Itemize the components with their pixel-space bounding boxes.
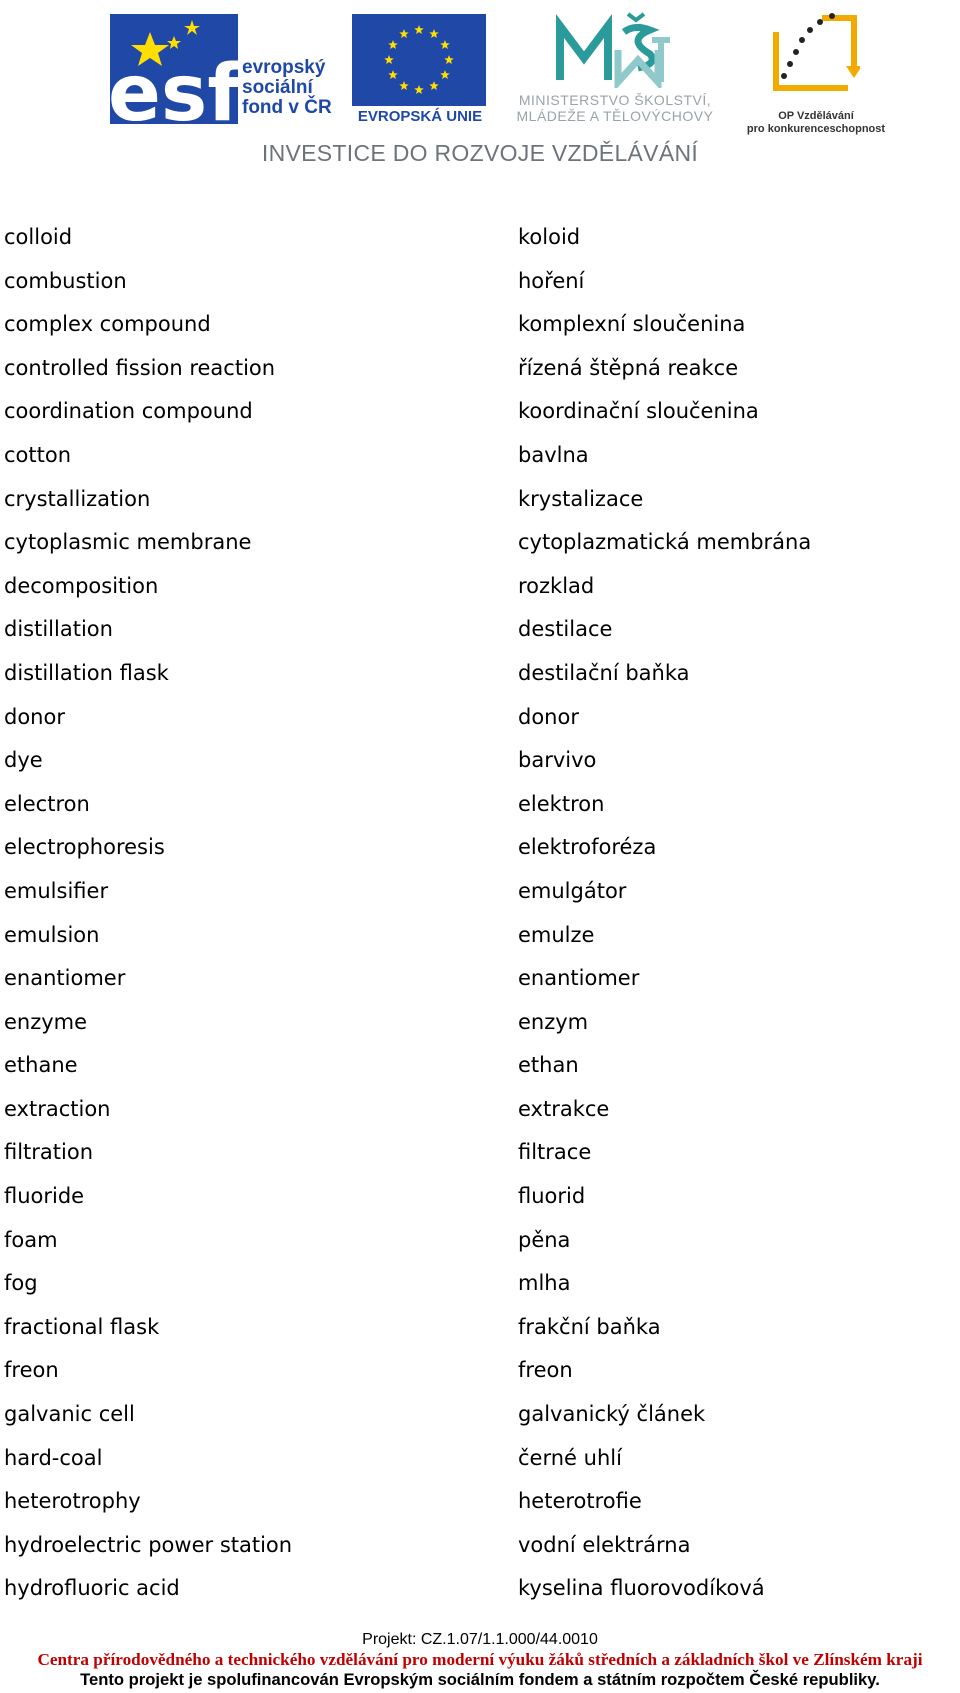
svg-text:esf: esf [110,49,238,124]
term-english: crystallization [4,486,151,511]
vocab-row [0,520,960,564]
term-english: colloid [4,225,73,249]
footer-funding-note: Tento projekt je spolufinancován Evropským sociálním fondem a státním rozpočtem České republiky. [80,1670,880,1689]
term-english: cotton [4,442,72,467]
term-czech: heterotrofie [518,1489,642,1514]
term-english: filtration [4,1140,94,1165]
term-czech: filtrace [518,1140,592,1165]
vocab-row [0,215,960,259]
vocab-row [0,1436,960,1480]
term-english: ethane [4,1053,78,1078]
term-czech: bavlna [518,442,589,467]
vocab-row [0,956,960,1000]
vocab-row [0,389,960,433]
term-czech: elektron [518,791,605,816]
term-czech: enantiomer [518,966,640,991]
op-mark-icon [770,10,860,96]
esf-logo [110,14,350,124]
term-english: dye [4,748,43,773]
vocab-row [0,1043,960,1087]
footer-project-number: Projekt: CZ.1.07/1.1.000/44.0010 [362,1631,598,1648]
term-czech: koordinační sloučenina [518,399,759,424]
term-czech: kyselina fluorovodíková [518,1576,765,1601]
term-czech: rozklad [518,573,595,598]
vocab-row [0,651,960,695]
vocab-row [0,346,960,390]
msmt-line-1: MINISTERSTVO ŠKOLSTVÍ, [518,92,712,108]
eu-star-icon [429,81,439,90]
term-czech: freon [518,1358,573,1383]
vocab-row [0,782,960,826]
term-czech: emulze [518,922,595,947]
eu-star-icon [414,85,424,94]
vocab-row [0,1000,960,1044]
term-english: enantiomer [4,966,126,991]
term-czech: emulgátor [518,878,627,903]
vocab-row [0,302,960,346]
term-english: donor [4,704,65,729]
vocab-row [0,1218,960,1262]
vocab-row [0,1479,960,1523]
term-english: cytoplasmic membrane [4,530,252,555]
vocab-row [0,825,960,869]
vocabulary-list [0,215,960,1610]
eu-logo [352,14,488,126]
term-english: electrophoresis [4,835,165,860]
term-english: hard-coal [4,1445,103,1470]
eu-label: EVROPSKÁ UNIE [357,108,483,125]
vocab-row [0,1087,960,1131]
term-english: distillation flask [4,660,169,685]
vocab-row [0,1130,960,1174]
term-czech: elektroforéza [518,835,657,860]
term-english: electron [4,791,90,816]
term-czech: galvanický článek [518,1402,706,1427]
vocab-row [0,1261,960,1305]
eu-star-icon [384,55,394,64]
eu-star-icon [440,40,450,49]
term-czech: destilace [518,617,613,642]
vocab-row [0,738,960,782]
term-english: fog [4,1271,38,1296]
term-english: distillation [4,617,113,642]
eu-star-icon [399,81,409,90]
term-czech: hoření [518,268,585,293]
term-english: fractional flask [4,1314,160,1339]
header-tagline: INVESTICE DO ROZVOJE VZDĚLÁVÁNÍ [261,140,699,166]
term-english: freon [4,1358,59,1383]
term-czech: donor [518,704,579,729]
term-czech: koloid [518,225,581,249]
term-english: hydroelectric power station [4,1532,293,1557]
vocab-row [0,869,960,913]
footer-centra-title: Centra přírodovědného a technického vzdělávání pro moderní výuku žáků středních a základních škol ve Zlínském kraji [37,1650,923,1669]
esf-line-2: sociální [242,77,313,98]
eu-flag [352,14,486,106]
term-czech: enzym [518,1009,589,1034]
msmt-logo [498,10,732,130]
vocab-row [0,1566,960,1610]
op-logo [740,10,892,135]
msmt-mark-icon [554,10,674,88]
eu-star-icon [440,70,450,79]
term-english: hydrofluoric acid [4,1576,180,1601]
vocab-row [0,607,960,651]
term-czech: destilační baňka [518,660,690,685]
term-english: emulsion [4,922,100,947]
eu-star-icon [388,70,398,79]
op-line-2: pro konkurenceschopnost [746,123,886,135]
term-english: combustion [4,268,127,293]
op-wordmark [740,110,892,136]
term-english: emulsifier [4,878,109,903]
term-czech: ethan [518,1053,579,1078]
footer [0,1630,960,1690]
eu-star-icon [414,25,424,34]
term-english: coordination compound [4,399,253,424]
eu-star-icon [399,29,409,38]
vocab-row [0,1392,960,1436]
eu-star-icon [444,55,454,64]
esf-line-3: fond v ČR [242,97,332,118]
vocab-row [0,477,960,521]
term-czech: frakční baňka [518,1314,661,1339]
term-czech: černé uhlí [518,1445,622,1470]
esf-line-1: evropský [242,57,326,78]
term-czech: extrakce [518,1096,610,1121]
op-line-1: OP Vzdělávání [778,110,854,122]
term-english: foam [4,1227,58,1252]
term-czech: krystalizace [518,486,644,511]
esf-flag [110,14,238,124]
term-english: decomposition [4,573,159,598]
eu-star-icon [388,40,398,49]
term-czech: vodní elektrárna [518,1532,691,1557]
esf-wordmark [242,58,332,118]
term-czech: barvivo [518,748,597,773]
term-english: enzyme [4,1009,88,1034]
term-czech: mlha [518,1271,571,1296]
vocab-row [0,913,960,957]
term-english: heterotrophy [4,1489,141,1514]
term-czech: cytoplazmatická membrána [518,530,812,555]
term-english: galvanic cell [4,1402,135,1427]
term-english: controlled fission reaction [4,355,276,380]
term-english: complex compound [4,312,211,337]
vocab-row [0,695,960,739]
msmt-line-2: MLÁDEŽE A TĚLOVÝCHOVY [516,108,714,124]
term-czech: řízená štěpná reakce [518,355,739,380]
header-logos [0,0,960,180]
vocab-row [0,259,960,303]
vocab-row [0,433,960,477]
vocab-row [0,1174,960,1218]
term-english: fluoride [4,1184,85,1209]
msmt-wordmark [498,92,732,124]
term-english: extraction [4,1096,111,1121]
eu-star-icon [429,29,439,38]
vocab-row [0,564,960,608]
term-czech: pěna [518,1227,571,1252]
vocab-row [0,1523,960,1567]
term-czech: fluorid [518,1184,586,1209]
vocab-row [0,1348,960,1392]
term-czech: komplexní sloučenina [518,312,746,337]
vocab-row [0,1305,960,1349]
